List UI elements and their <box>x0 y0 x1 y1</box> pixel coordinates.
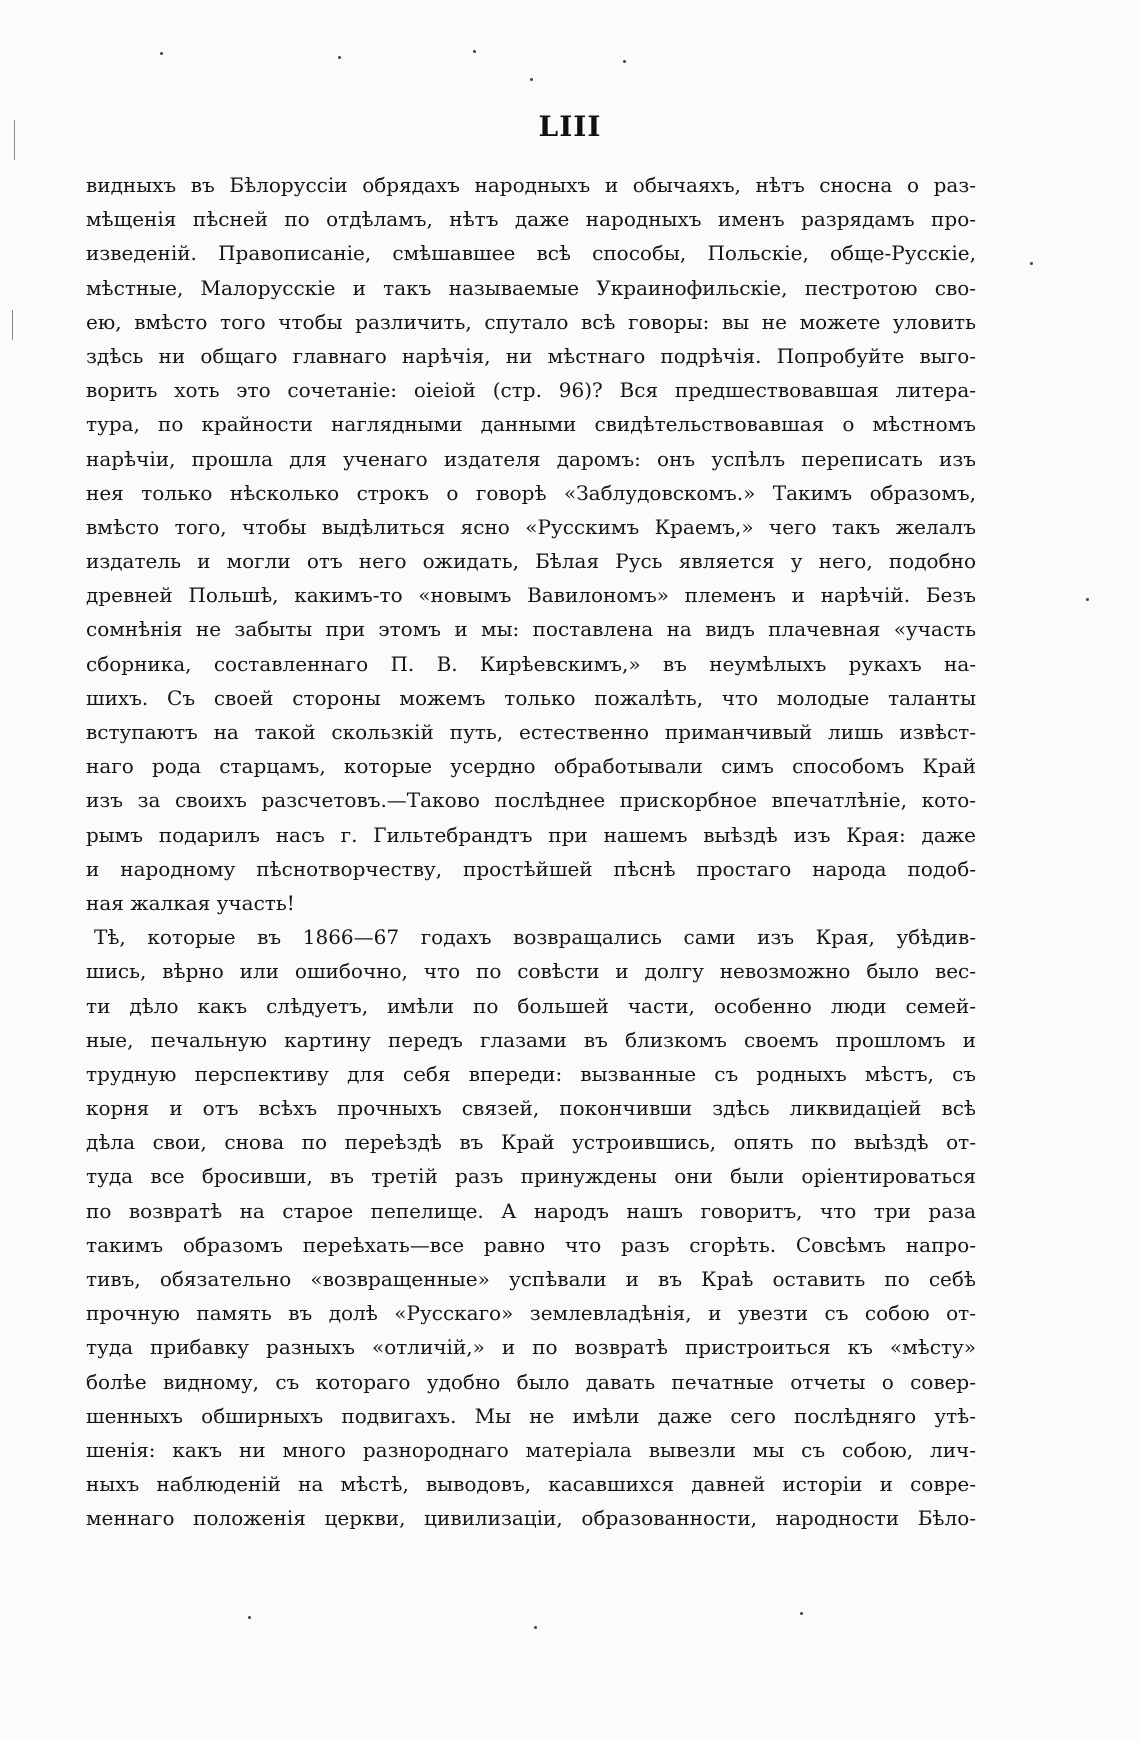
text-line: здѣсь ни общаго главнаго нарѣчія, ни мѣстнаго подрѣчія. Попробуйте выго- <box>86 343 976 368</box>
text-line: меннаго положенія церкви, цивилизаціи, образованности, народности Бѣло- <box>86 1506 976 1531</box>
text-line: ворить хоть это сочетаніе: оіеіой (стр. 96)? Вся предшествовавшая литера- <box>86 378 976 403</box>
page-number: LIII <box>538 110 602 143</box>
text-line: ные, печальную картину передъ глазами въ близкомъ своемъ прошломъ и <box>86 1027 976 1052</box>
text-line: дѣла свои, снова по переѣздѣ въ Край устроившись, опять по выѣздѣ от- <box>86 1130 976 1155</box>
text-line: туда все бросивши, въ третій разъ принуждены они были оріентироваться <box>86 1164 976 1189</box>
text-line: издатель и могли отъ него ожидать, Бѣлая Русь является у него, подобно <box>86 549 976 574</box>
scan-speck <box>338 56 341 59</box>
text-line: вмѣсто того, чтобы выдѣлиться ясно «Русскимъ Краемъ,» чего такъ желалъ <box>86 514 976 539</box>
text-line: тивъ, обязательно «возвращенные» успѣвали и въ Краѣ оставить по себѣ <box>86 1267 976 1291</box>
text-line: трудную перспективу для себя впереди: вызванные съ родныхъ мѣстъ, съ <box>86 1061 976 1086</box>
scan-speck <box>248 1616 251 1619</box>
scan-speck <box>530 78 533 81</box>
scan-speck <box>800 1612 803 1615</box>
scan-speck <box>160 52 163 55</box>
text-line: сборника, составленнаго П. В. Кирѣевскимъ,» въ неумѣлыхъ рукахъ на- <box>86 651 976 676</box>
text-line: прочную память въ долѣ «Русскаго» землевладѣнія, и увезти съ собою от- <box>86 1301 976 1326</box>
text-line: туда прибавку разныхъ «отличій,» и по возвратѣ пристроиться къ «мѣсту» <box>86 1335 976 1360</box>
text-line: ею, вмѣсто того чтобы различить, спутало всѣ говоры: вы не можете уловить <box>86 309 976 334</box>
text-line: ти дѣло какъ слѣдуетъ, имѣли по большей части, особенно люди семей- <box>86 993 976 1018</box>
text-line: шенныхъ обширныхъ подвигахъ. Мы не имѣли даже сего послѣдняго утѣ- <box>86 1403 976 1428</box>
text-line: древней Польшѣ, какимъ-то «новымъ Вавилономъ» племенъ и нарѣчій. Безъ <box>86 583 976 608</box>
text-line: мѣщенія пѣсней по отдѣламъ, нѣтъ даже народныхъ именъ разрядамъ про- <box>86 207 976 232</box>
text-line: нарѣчіи, прошла для ученаго издателя даромъ: онъ успѣлъ переписать изъ <box>86 446 976 471</box>
scan-speck <box>1086 598 1089 601</box>
text-line: корня и отъ всѣхъ прочныхъ связей, покончивши здѣсь ликвидаціей всѣ <box>86 1096 976 1121</box>
paragraph-end-line: ная жалкая участь! <box>86 890 295 915</box>
text-line: видныхъ въ Бѣлоруссіи обрядахъ народныхъ и обычаяхъ, нѣтъ сносна о раз- <box>86 173 976 197</box>
text-line: изъ за своихъ разсчетовъ.—Таково послѣднее прискорбное впечатлѣніе, кото- <box>86 788 976 813</box>
text-line: такимъ образомъ переѣхать—все равно что разъ сгорѣть. Совсѣмъ напро- <box>86 1232 976 1257</box>
scan-speck <box>1030 262 1033 265</box>
text-line: сомнѣнія не забыты при этомъ и мы: поставлена на видъ плачевная «участь <box>86 617 976 642</box>
text-line: по возвратѣ на старое пепелище. А народъ нашъ говоритъ, что три раза <box>86 1198 976 1223</box>
scan-speck <box>473 50 476 53</box>
scan-speck <box>534 1626 537 1629</box>
text-line: шихъ. Съ своей стороны можемъ только пожалѣть, что молодые таланты <box>86 685 976 710</box>
text-line: нея только нѣсколько строкъ о говорѣ «Заблудовскомъ.» Такимъ образомъ, <box>86 480 976 505</box>
text-line: шись, вѣрно или ошибочно, что по совѣсти и долгу невозможно было вес- <box>86 959 976 984</box>
text-line: наго рода старцамъ, которые усердно обработывали симъ способомъ Край <box>86 754 976 779</box>
text-line: рымъ подарилъ насъ г. Гильтебрандтъ при нашемъ выѣздѣ изъ Края: даже <box>86 822 976 847</box>
text-line: тура, по крайности наглядными данными свидѣтельствовавшая о мѣстномъ <box>86 412 976 437</box>
scan-edge-mark <box>12 310 13 340</box>
text-line: мѣстные, Малорусскіе и такъ называемые Украинофильскіе, пестротою сво- <box>86 275 976 300</box>
text-line: болѣе видному, съ котораго удобно было давать печатные отчеты о совер- <box>86 1369 976 1394</box>
paragraph-start-line: Тѣ, которые въ 1866—67 годахъ возвращались сами изъ Края, убѣдив- <box>94 925 976 950</box>
scan-speck <box>623 60 626 63</box>
text-line: вступаютъ на такой скользкій путь, естественно приманчивый лишь извѣст- <box>86 720 976 744</box>
text-line: изведеній. Правописаніе, смѣшавшее всѣ способы, Польскіе, обще-Русскіе, <box>86 241 976 266</box>
text-line: шенія: какъ ни много разнороднаго матеріала вывезли мы съ собою, лич- <box>86 1437 976 1462</box>
text-line: ныхъ наблюденій на мѣстѣ, выводовъ, касавшихся давней исторіи и совре- <box>86 1472 976 1497</box>
body-text <box>86 168 976 1536</box>
text-line: и народному пѣснотворчеству, простѣйшей пѣснѣ простаго народа подоб- <box>86 856 976 881</box>
